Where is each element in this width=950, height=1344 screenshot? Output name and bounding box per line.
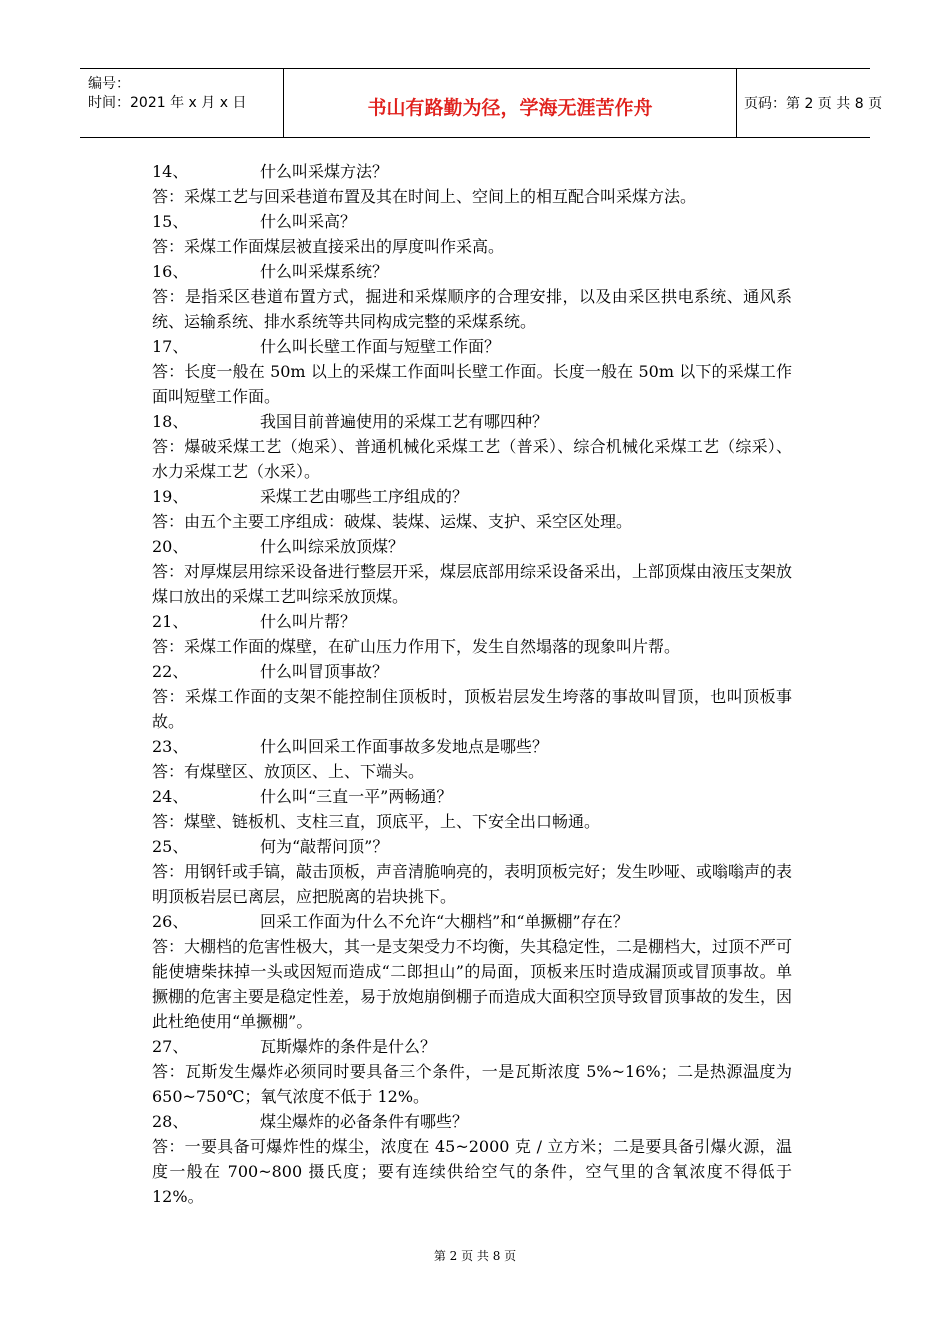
question-line	[152, 1109, 792, 1134]
question-line	[152, 1034, 792, 1059]
qa-item	[152, 209, 792, 259]
question-line	[152, 209, 792, 234]
question-text: 什么叫回采工作面事故多发地点是哪些？	[260, 737, 549, 756]
answer-text: 答：采煤工作面的煤壁，在矿山压力作用下，发生自然塌落的现象叫片帮。	[152, 637, 681, 656]
question-number: 18、	[152, 412, 189, 431]
question-line	[152, 784, 792, 809]
answer-text: 答：大棚档的危害性极大，其一是支架受力不均衡，失其稳定性，二是棚档大，过顶不严可能使塘柴抹掉一头或因短而造成“二郎担山”的局面，顶板来压时造成漏顶或冒顶事故。单撅棚的危害主要是稳定性差，易于放炮崩倒棚子而造成大面积空顶导致冒顶事故的发生，因此杜绝使用“单撅棚”。	[152, 937, 793, 1031]
question-line	[152, 834, 792, 859]
answer-text: 答：采煤工作面的支架不能控制住顶板时，顶板岩层发生垮落的事故叫冒顶，也叫顶板事故。	[152, 687, 792, 731]
qa-item	[152, 484, 792, 534]
page-header	[80, 68, 883, 138]
question-text: 瓦斯爆炸的条件是什么？	[260, 1037, 437, 1056]
header-page-info: 页码：第 2 页 共 8 页	[744, 96, 883, 112]
question-line	[152, 259, 792, 284]
question-line	[152, 409, 792, 434]
answer-text: 答：采煤工艺与回采巷道布置及其在时间上、空间上的相互配合叫采煤方法。	[152, 187, 697, 206]
question-line	[152, 734, 792, 759]
answer-text: 答：由五个主要工序组成：破煤、装煤、运煤、支护、采空区处理。	[152, 512, 633, 531]
question-line	[152, 909, 792, 934]
qa-item	[152, 159, 792, 209]
answer-text: 答：是指采区巷道布置方式，掘进和采煤顺序的合理安排，以及由采区拱电系统、通风系统、运输系统、排水系统等共同构成完整的采煤系统。	[152, 287, 792, 331]
question-text: 什么叫冒顶事故？	[260, 662, 389, 681]
page-footer: 第 2 页 共 8 页	[433, 1249, 517, 1263]
qa-item	[152, 909, 792, 1034]
question-number: 23、	[152, 737, 189, 756]
question-line	[152, 659, 792, 684]
qa-item	[152, 409, 792, 484]
answer-text: 答：瓦斯发生爆炸必须同时要具备三个条件，一是瓦斯浓度 5%~16%；二是热源温度为 650~750℃；氧气浓度不低于 12%。	[152, 1062, 792, 1106]
qa-content	[152, 159, 792, 1209]
answer-text: 答：有煤壁区、放顶区、上、下端头。	[152, 762, 425, 781]
answer-text: 答：用钢钎或手镐，敲击顶板，声音清脆响亮的，表明顶板完好；发生吵哑、或嗡嗡声的表明顶板岩层已离层，应把脱离的岩块挑下。	[152, 862, 793, 906]
question-text: 什么叫采高？	[260, 212, 357, 231]
question-number: 22、	[152, 662, 189, 681]
answer-text: 答：煤壁、链板机、支柱三直，顶底平，上、下安全出口畅通。	[152, 812, 601, 831]
question-number: 15、	[152, 212, 189, 231]
question-number: 26、	[152, 912, 189, 931]
qa-item	[152, 609, 792, 659]
answer-text: 答：一要具备可爆炸性的煤尘，浓度在 45~2000 克 / 立方米；二是要具备引爆火源，温度一般在 700~800 摄氏度；要有连续供给空气的条件，空气里的含氧浓度不得低于 12%。	[152, 1137, 792, 1206]
header-meta	[80, 69, 283, 137]
document-date: 时间：2021 年 x 月 x 日	[88, 95, 247, 111]
header-page-cell	[736, 69, 883, 137]
question-number: 20、	[152, 537, 189, 556]
question-text: 什么叫采煤系统？	[260, 262, 389, 281]
question-number: 25、	[152, 837, 189, 856]
question-text: 什么叫“三直一平”两畅通？	[260, 787, 453, 806]
question-text: 什么叫长壁工作面与短壁工作面？	[260, 337, 501, 356]
question-line	[152, 609, 792, 634]
question-number: 28、	[152, 1112, 189, 1131]
answer-text: 答：采煤工作面煤层被直接采出的厚度叫作采高。	[152, 237, 505, 256]
question-text: 什么叫综采放顶煤？	[260, 537, 405, 556]
header-motto: 书山有路勤为径，学海无涯苦作舟	[367, 97, 653, 119]
qa-item	[152, 734, 792, 784]
qa-item	[152, 834, 792, 909]
header-motto-cell	[283, 69, 737, 137]
question-line	[152, 534, 792, 559]
qa-item	[152, 1034, 792, 1109]
question-number: 27、	[152, 1037, 189, 1056]
question-number: 16、	[152, 262, 189, 281]
qa-item	[152, 534, 792, 609]
question-text: 我国目前普遍使用的采煤工艺有哪四种？	[260, 412, 549, 431]
question-text: 什么叫采煤方法？	[260, 162, 389, 181]
question-text: 何为“敲帮问顶”？	[260, 837, 389, 856]
qa-item	[152, 1109, 792, 1209]
answer-text: 答：长度一般在 50m 以上的采煤工作面叫长壁工作面。长度一般在 50m 以下的采煤工作面叫短壁工作面。	[152, 362, 792, 406]
question-number: 21、	[152, 612, 189, 631]
answer-text: 答：对厚煤层用综采设备进行整层开采，煤层底部用综采设备采出，上部顶煤由液压支架放煤口放出的采煤工艺叫综采放顶煤。	[152, 562, 793, 606]
document-number-label: 编号：	[88, 76, 130, 92]
answer-text: 答：爆破采煤工艺（炮采）、普通机械化采煤工艺（普采）、综合机械化采煤工艺（综采）、水力采煤工艺（水采）。	[152, 437, 792, 481]
question-number: 24、	[152, 787, 189, 806]
question-number: 19、	[152, 487, 189, 506]
question-number: 17、	[152, 337, 189, 356]
question-line	[152, 159, 792, 184]
question-text: 回采工作面为什么不允许“大棚档”和“单撅棚”存在？	[260, 912, 629, 931]
qa-item	[152, 784, 792, 834]
question-line	[152, 484, 792, 509]
question-text: 采煤工艺由哪些工序组成的？	[260, 487, 469, 506]
qa-item	[152, 334, 792, 409]
qa-item	[152, 659, 792, 734]
question-text: 什么叫片帮？	[260, 612, 357, 631]
qa-item	[152, 259, 792, 334]
question-text: 煤尘爆炸的必备条件有哪些？	[260, 1112, 469, 1131]
question-number: 14、	[152, 162, 189, 181]
question-line	[152, 334, 792, 359]
